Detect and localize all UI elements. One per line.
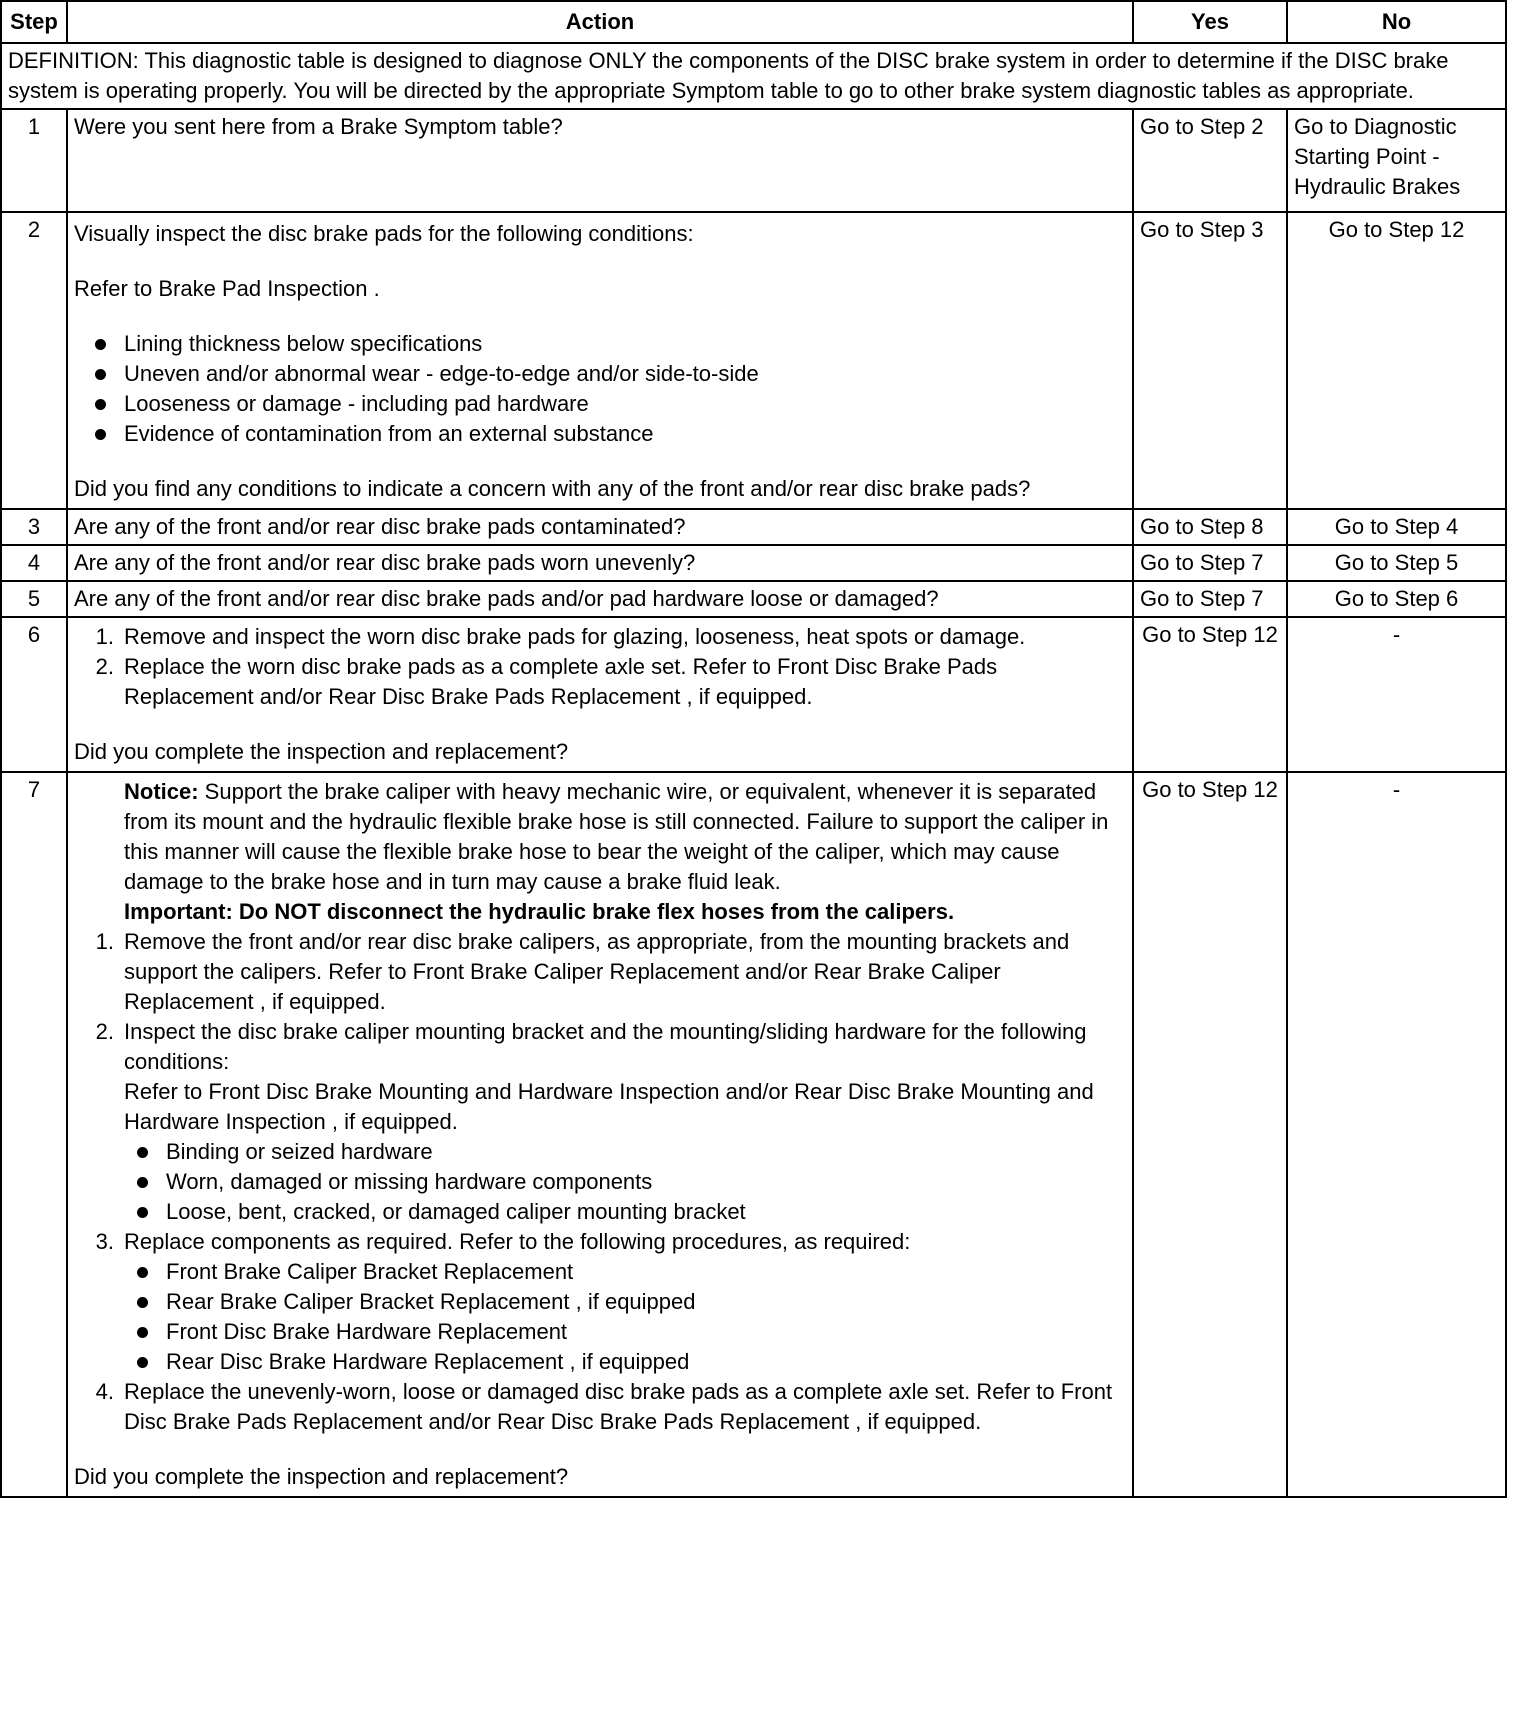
step-action [67, 617, 1133, 772]
step-row-6 [1, 617, 1506, 772]
list-item: Front Brake Caliper Bracket Replacement [134, 1257, 1126, 1287]
condition-list [74, 329, 1126, 449]
list-item: Lining thickness below specifications [92, 329, 1126, 359]
item-number: 3. [95, 1229, 114, 1254]
list-item: Uneven and/or abnormal wear - edge-to-edge and/or side-to-side [92, 359, 1126, 389]
step-action [67, 772, 1133, 1497]
step-no: Go to Step 5 [1287, 545, 1506, 581]
step-no: - [1287, 617, 1506, 772]
step-number: 3 [1, 509, 67, 545]
step-no: Go to Step 12 [1287, 212, 1506, 509]
important-note: Important: Do NOT disconnect the hydraulic brake flex hoses from the calipers. [124, 899, 955, 924]
step-no: Go to Diagnostic Starting Point - Hydraulic Brakes [1287, 109, 1506, 212]
step-action: Are any of the front and/or rear disc brake pads and/or pad hardware loose or damaged? [67, 581, 1133, 617]
step-question: Did you complete the inspection and replacement? [74, 1464, 569, 1489]
list-item: Front Disc Brake Hardware Replacement [134, 1317, 1126, 1347]
step-row-2 [1, 212, 1506, 509]
step-no: Go to Step 4 [1287, 509, 1506, 545]
step-action: Were you sent here from a Brake Symptom table? [67, 109, 1133, 212]
list-item [84, 1377, 1126, 1437]
step-no: Go to Step 6 [1287, 581, 1506, 617]
step-yes: Go to Step 7 [1133, 581, 1287, 617]
list-item: Worn, damaged or missing hardware components [134, 1167, 1126, 1197]
list-item: Loose, bent, cracked, or damaged caliper mounting bracket [134, 1197, 1126, 1227]
list-item [84, 927, 1126, 1017]
step-yes: Go to Step 3 [1133, 212, 1287, 509]
item-number: 1. [95, 624, 114, 649]
step-no: - [1287, 772, 1506, 1497]
list-item: Rear Disc Brake Hardware Replacement , if equipped [134, 1347, 1126, 1377]
header-yes: Yes [1133, 1, 1287, 43]
step-number: 7 [1, 772, 67, 1497]
step-action: Are any of the front and/or rear disc brake pads worn unevenly? [67, 545, 1133, 581]
step-number: 4 [1, 545, 67, 581]
item-refer: Refer to Front Disc Brake Mounting and Hardware Inspection and/or Rear Disc Brake Mounting and Hardware Inspection , if equipped. [124, 1079, 1094, 1134]
list-item [84, 652, 1126, 712]
list-item [84, 1227, 1126, 1377]
step-yes: Go to Step 12 [1133, 772, 1287, 1497]
step-number: 5 [1, 581, 67, 617]
step-question: Did you complete the inspection and replacement? [74, 739, 569, 764]
item-text: Replace the unevenly-worn, loose or damaged disc brake pads as a complete axle set. Refer to Front Disc Brake Pads Replacement and/or Rear Disc Brake Pads Replacement , if equipped. [124, 1379, 1113, 1434]
step-intro: Visually inspect the disc brake pads for the following conditions: [74, 221, 694, 246]
header-row [1, 1, 1506, 43]
step-row-5 [1, 581, 1506, 617]
item-number: 2. [95, 654, 114, 679]
step-number: 2 [1, 212, 67, 509]
step-yes: Go to Step 7 [1133, 545, 1287, 581]
step-action: Are any of the front and/or rear disc brake pads contaminated? [67, 509, 1133, 545]
item-text: Remove the front and/or rear disc brake calipers, as appropriate, from the mounting brackets and support the calipers. Refer to Front Brake Caliper Replacement and/or Rear Brake Caliper Replacement , if equipped. [124, 929, 1070, 1014]
step-yes: Go to Step 2 [1133, 109, 1287, 212]
list-item [84, 1017, 1126, 1227]
list-item: Binding or seized hardware [134, 1137, 1126, 1167]
step-refer: Refer to Brake Pad Inspection . [74, 276, 380, 301]
item-text: Replace the worn disc brake pads as a complete axle set. Refer to Front Disc Brake Pads Replacement and/or Rear Disc Brake Pads Replacement , if equipped. [124, 654, 998, 709]
header-no: No [1287, 1, 1506, 43]
notice-text: Notice: Support the brake caliper with heavy mechanic wire, or equivalent, whenever it is separated from its mount and the hydraulic flexible brake hose is still connected. Failure to support the caliper in this manner will cause the flexible brake hose to bear the weight of the caliper, which may cause damage to the brake hose and in turn may cause a brake fluid leak. [124, 779, 1109, 894]
definition-text: DEFINITION: This diagnostic table is designed to diagnose ONLY the components of the DISC brake system in order to determine if the DISC brake system is operating properly. You will be directed by the appropriate Symptom table to go to other brake system diagnostic tables as appropriate. [1, 43, 1506, 109]
item-number: 4. [95, 1379, 114, 1404]
step-yes: Go to Step 12 [1133, 617, 1287, 772]
procedure-list [74, 622, 1126, 712]
procedure-link-list [124, 1257, 1126, 1377]
item-text: Remove and inspect the worn disc brake pads for glazing, looseness, heat spots or damage. [124, 624, 1026, 649]
step-action [67, 212, 1133, 509]
list-item: Looseness or damage - including pad hardware [92, 389, 1126, 419]
step-yes: Go to Step 8 [1133, 509, 1287, 545]
step-row-4 [1, 545, 1506, 581]
step-number: 1 [1, 109, 67, 212]
item-number: 1. [95, 929, 114, 954]
list-item [84, 622, 1126, 652]
list-item: Rear Brake Caliper Bracket Replacement , if equipped [134, 1287, 1126, 1317]
list-item: Evidence of contamination from an external substance [92, 419, 1126, 449]
notice-label: Notice: [124, 779, 199, 804]
item-number: 2. [95, 1019, 114, 1044]
definition-row [1, 43, 1506, 109]
procedure-list [74, 927, 1126, 1437]
item-text: Replace components as required. Refer to the following procedures, as required: [124, 1229, 911, 1254]
header-step: Step [1, 1, 67, 43]
step-row-3 [1, 509, 1506, 545]
step-number: 6 [1, 617, 67, 772]
condition-list [124, 1137, 1126, 1227]
step-question: Did you find any conditions to indicate a concern with any of the front and/or rear disc brake pads? [74, 476, 1031, 501]
header-action: Action [67, 1, 1133, 43]
item-text: Inspect the disc brake caliper mounting bracket and the mounting/sliding hardware for the following conditions: [124, 1019, 1087, 1074]
step-row-1 [1, 109, 1506, 212]
step-row-7 [1, 772, 1506, 1497]
